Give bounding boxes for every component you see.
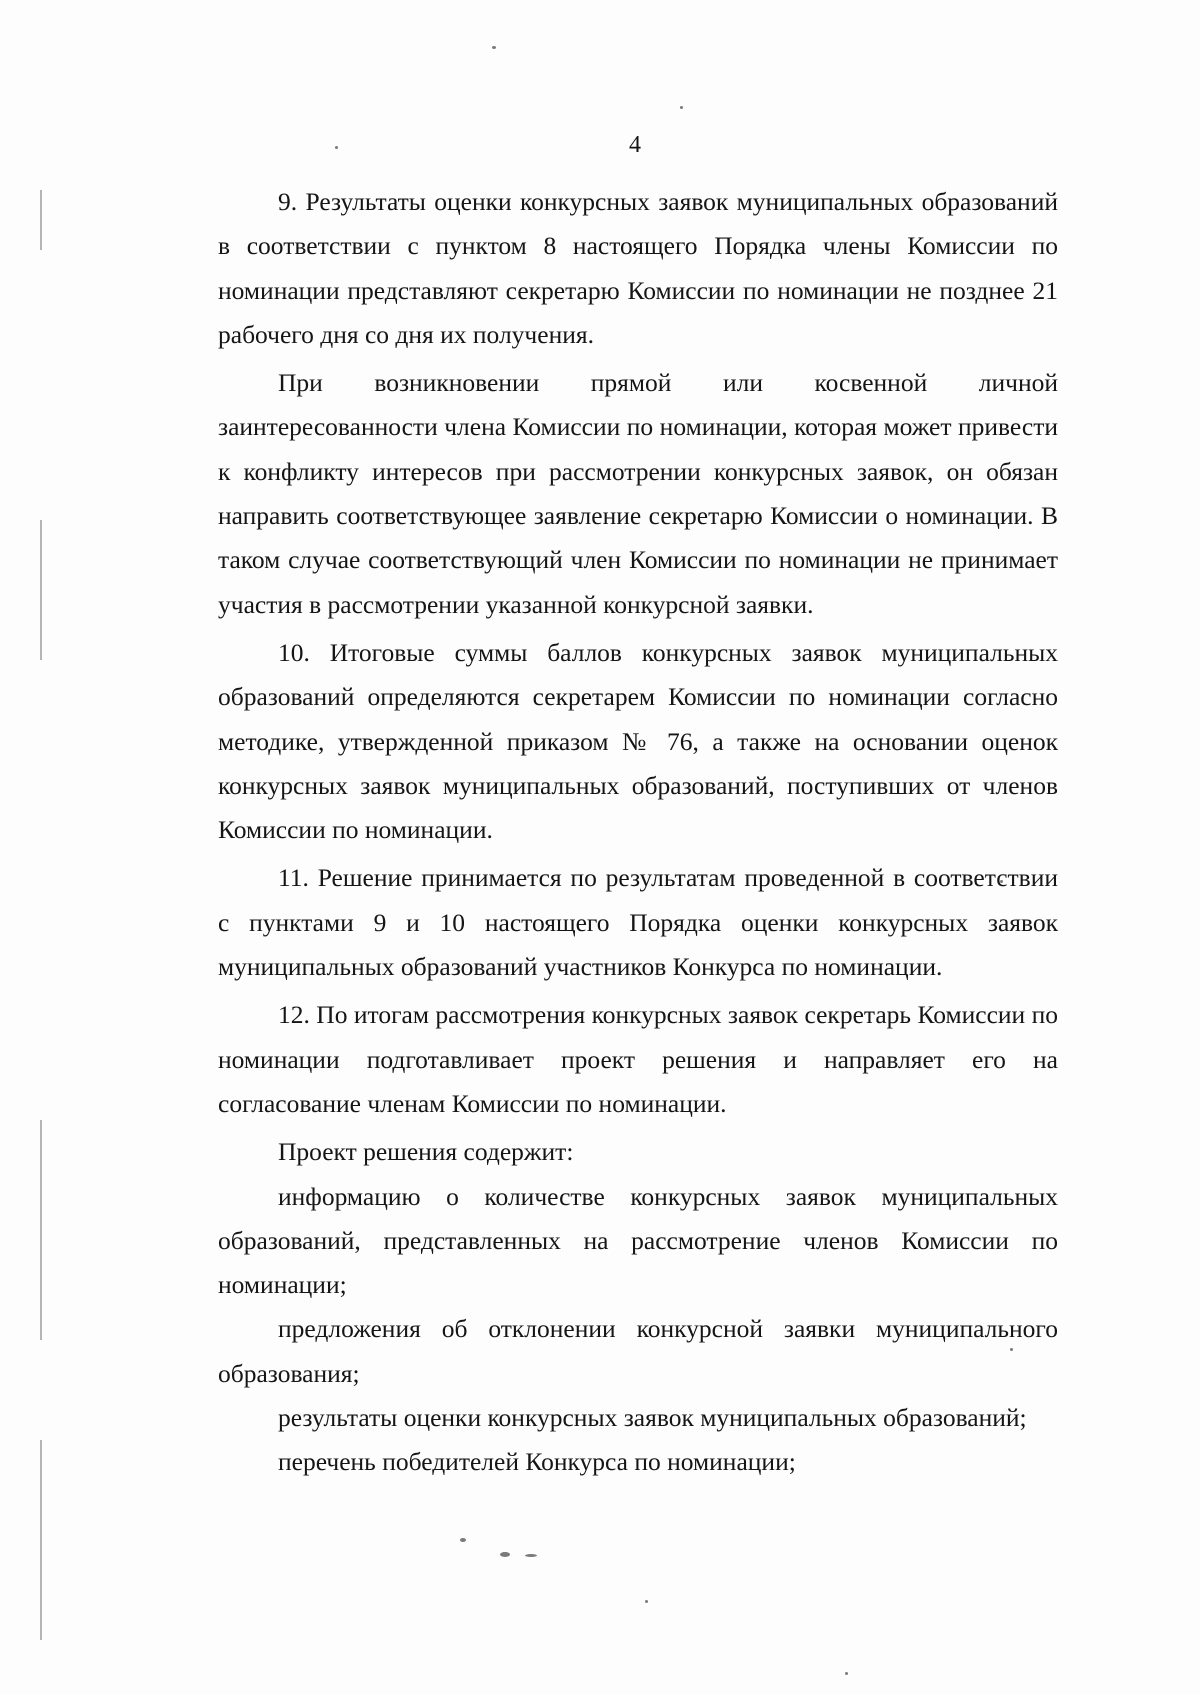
list-item-winners-list: перечень победителей Конкурса по номинации;: [278, 1447, 796, 1477]
scan-speck: [525, 1554, 537, 1557]
scan-edge-mark: [40, 520, 42, 660]
page-number: 4: [629, 132, 641, 158]
list-item-evaluation-results: результаты оценки конкурсных заявок муниципальных образований;: [278, 1403, 1027, 1433]
paragraph-item-11: 11. Решение принимается по результатам проведенной в соответствии с пунктами 9 и 10 настоящего Порядка оценки конкурсных заявок муниципальных образований участников Конкурса по номинации.: [218, 863, 1058, 982]
paragraph-item-10: 10. Итоговые суммы баллов конкурсных заявок муниципальных образований определяются секретарем Комиссии по номинации согласно методике, утвержденной приказом № 76, а также на основании оценок конкурсных заявок муниципальных образований, поступивших от членов Комиссии по номинации.: [218, 637, 1058, 845]
document-body: [218, 180, 1058, 1485]
scan-edge-mark: [40, 190, 42, 250]
paragraph-draft-decision-intro: Проект решения содержит:: [278, 1137, 574, 1167]
list-item-application-count: информацию о количестве конкурсных заявок муниципальных образований, представленных на рассмотрение членов Комиссии по номинации;: [218, 1181, 1058, 1300]
scan-speck: [680, 106, 683, 109]
paragraph-item-12: 12. По итогам рассмотрения конкурсных заявок секретарь Комиссии по номинации подготавливает проект решения и направляет его на согласование членам Комиссии по номинации.: [218, 1000, 1058, 1118]
scan-speck: [460, 1538, 466, 1542]
scan-speck: [500, 1552, 510, 1557]
scan-edge-mark: [40, 1440, 42, 1640]
paragraph-conflict-of-interest: При возникновении прямой или косвенной личной заинтересованности члена Комиссии по номинации, которая может привести к конфликту интересов при рассмотрении конкурсных заявок, он обязан направить соответствующее заявление секретарю Комиссии о номинации. В таком случае соответствующий член Комиссии по номинации не принимает участия в рассмотрении указанной конкурсной заявки.: [218, 368, 1058, 619]
scan-speck: [645, 1600, 648, 1603]
list-item-rejection-proposals: предложения об отклонении конкурсной заявки муниципального образования;: [218, 1314, 1058, 1388]
scan-speck: [492, 46, 496, 49]
scan-speck: [845, 1672, 848, 1675]
scan-edge-mark: [40, 1120, 42, 1340]
paragraph-item-9: 9. Результаты оценки конкурсных заявок муниципальных образований в соответствии с пунктом 8 настоящего Порядка члены Комиссии по номинации представляют секретарю Комиссии по номинации не позднее 21 рабочего дня со дня их получения.: [218, 187, 1058, 349]
